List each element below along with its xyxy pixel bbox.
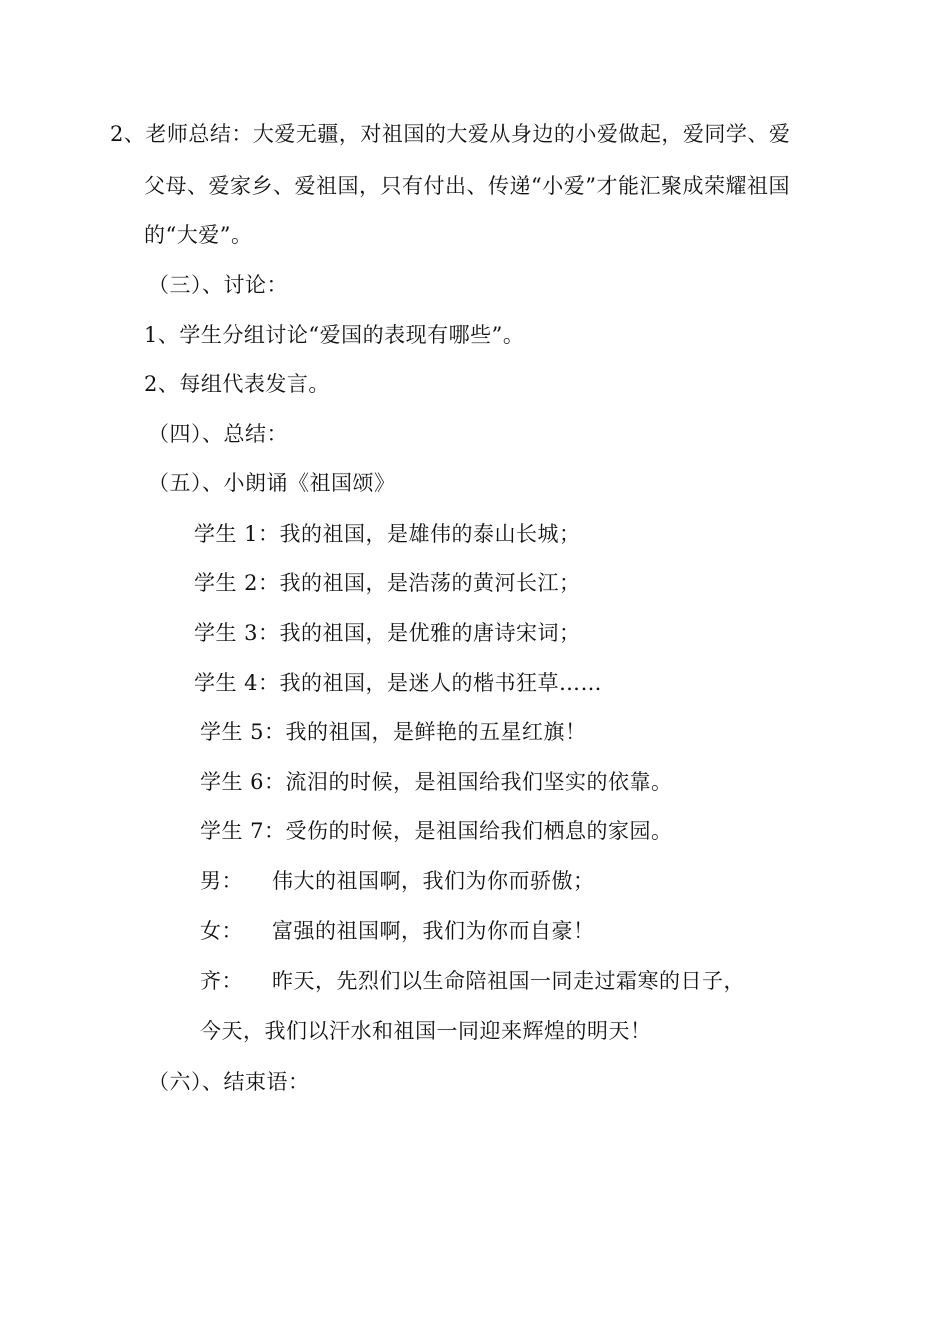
speaker-label: 学生 4： (194, 671, 280, 695)
discussion-item-1: 1、学生分组讨论“爱国的表现有哪些”。 (144, 323, 525, 347)
recitation-text: 受伤的时候，是祖国给我们栖息的家园。 (285, 819, 673, 843)
speaker-label: 学生 2： (194, 571, 280, 595)
recitation-text: 昨天，先烈们以生命陪祖国一同走过霜寒的日子， (272, 969, 745, 993)
recitation-text: 我的祖国，是鲜艳的五星红旗！ (285, 720, 587, 744)
summary-line-1: 2、老师总结：大爱无疆，对祖国的大爱从身边的小爱做起，爱同学、爱 (110, 122, 791, 146)
recitation-line-4 (194, 668, 602, 698)
recitation-line-5 (200, 717, 587, 747)
recitation-closing-line: 今天，我们以汗水和祖国一同迎来辉煌的明天！ (200, 1019, 652, 1043)
speaker-label: 齐： (200, 969, 243, 993)
section-4-heading: （四）、总结： (148, 422, 288, 446)
recitation-line-2 (194, 568, 581, 598)
recitation-text: 流泪的时候，是祖国给我们坚实的依靠。 (285, 770, 673, 794)
section-5-heading: （五）、小朗诵《祖国颂》 (148, 471, 396, 495)
recitation-text: 伟大的祖国啊，我们为你而骄傲； (272, 869, 595, 893)
speaker-label: 学生 1： (194, 522, 280, 546)
recitation-line-3 (194, 618, 581, 648)
recitation-text: 我的祖国，是迷人的楷书狂草…… (279, 671, 603, 695)
recitation-line-7 (200, 816, 673, 846)
recitation-line-8 (200, 866, 595, 896)
recitation-text: 我的祖国，是浩荡的黄河长江； (279, 571, 581, 595)
discussion-item-2: 2、每组代表发言。 (144, 372, 330, 396)
recitation-line-9 (200, 916, 595, 946)
recitation-line-10 (200, 966, 745, 996)
section-6-heading: （六）、结束语： (148, 1070, 310, 1094)
speaker-label: 学生 5： (200, 720, 286, 744)
recitation-text: 我的祖国，是优雅的唐诗宋词； (279, 621, 581, 645)
speaker-label: 女： (200, 919, 243, 943)
recitation-text: 我的祖国，是雄伟的泰山长城； (279, 522, 581, 546)
speaker-label: 学生 3： (194, 621, 280, 645)
summary-line-2: 父母、爱家乡、爱祖国，只有付出、传递“小爱”才能汇聚成荣耀祖国 (144, 174, 790, 198)
speaker-label: 男： (200, 869, 243, 893)
speaker-label: 学生 6： (200, 770, 286, 794)
section-3-heading: （三）、讨论： (148, 273, 288, 297)
recitation-text: 富强的祖国啊，我们为你而自豪！ (272, 919, 595, 943)
recitation-line-1 (194, 519, 581, 549)
recitation-line-6 (200, 767, 673, 797)
speaker-label: 学生 7： (200, 819, 286, 843)
summary-line-3: 的“大爱”。 (144, 223, 253, 247)
